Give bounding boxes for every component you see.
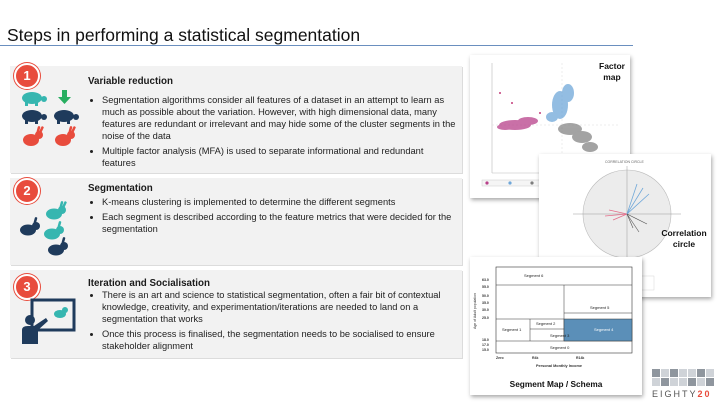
segment-map-chart <box>470 257 642 395</box>
y-tick: 50.0 <box>482 294 489 298</box>
segment-label: Segment 2 <box>536 321 556 326</box>
factor-map-label <box>596 61 628 83</box>
segment-x-axis-label: Personal Monthly Income <box>536 364 582 368</box>
segment-x-ticks <box>496 356 584 360</box>
correlation-circle-label <box>659 228 709 250</box>
company-logo <box>652 369 714 401</box>
y-tick: 17.0 <box>482 343 489 347</box>
segment-y-ticks <box>482 278 489 352</box>
cluster-grey <box>558 123 598 152</box>
segment-y-axis-label: Age of Adult population <box>473 292 477 329</box>
list-item: • There is an art and science to statistical segmentation, often a fair bit of contextual knowledge, creativity, and experimentation/iterations are needed to land on a segmentation that works <box>102 289 458 325</box>
title-divider <box>0 45 633 46</box>
correlation-label-line1: Correlation <box>661 228 707 238</box>
y-tick: 15.0 <box>482 348 489 352</box>
step-1-heading: Variable reduction <box>88 76 173 87</box>
rabbit-cluster-icon <box>16 200 82 256</box>
teal-turtle-icon <box>22 92 47 106</box>
list-item: • Each segment is described according to the feature metrics that were decided for the segmentation <box>102 211 458 235</box>
segment-map-card <box>470 257 642 395</box>
correlation-inner-title: CORRELATION CIRCLE <box>605 160 644 164</box>
teal-rabbit-icon <box>46 201 67 220</box>
segment-label: Segment 5 <box>590 305 610 310</box>
list-item: • Once this process is finalised, the segmentation needs to be socialised to ensure stakeholder alignment <box>102 328 458 352</box>
x-tick: R14k <box>576 356 585 360</box>
logo-wordmark <box>652 389 712 399</box>
step-2-bullets <box>88 196 458 238</box>
x-tick: R4k <box>532 356 539 360</box>
list-item: • K-means clustering is implemented to determine the different segments <box>102 196 458 208</box>
segment-label: Segment 6 <box>524 273 544 278</box>
step-1-bullets <box>88 94 458 172</box>
navy-turtle-icon <box>54 110 79 124</box>
y-tick: 18.0 <box>482 338 489 342</box>
turtle-rabbit-icon <box>16 88 86 150</box>
navy-turtle-icon <box>22 110 47 124</box>
step-3-badge: 3 <box>14 274 40 300</box>
teal-rabbit-icon <box>20 217 40 236</box>
correlation-label-line2: circle <box>672 239 696 249</box>
step-1-badge: 1 <box>14 63 40 89</box>
y-tick: 55.0 <box>482 285 489 289</box>
segment-label: Segment 4 <box>594 327 614 332</box>
step-3-panel <box>10 270 462 358</box>
logo-text-main: EIGHTY <box>652 389 698 399</box>
step-2-badge: 2 <box>14 178 40 204</box>
logo-text-accent: 20 <box>697 389 712 399</box>
y-tick: 25.0 <box>482 316 489 320</box>
red-rabbit-icon <box>55 126 76 146</box>
page-title: Steps in performing a statistical segmentation <box>7 25 361 45</box>
red-rabbit-icon <box>23 126 44 146</box>
y-tick: 35.0 <box>482 301 489 305</box>
logo-mark <box>652 369 714 387</box>
segment-label: Segment 0 <box>550 345 570 350</box>
segment-label: Segment 1 <box>502 327 522 332</box>
cluster-blue <box>546 84 574 122</box>
presentation-icon <box>22 298 76 344</box>
step-3-bullets <box>88 289 458 355</box>
list-item: • Segmentation algorithms consider all features of a dataset in an attempt to learn as much as possible about the variation. However, with high dimensional data, many features are redundant or irrelevant and may hide some of the cluster segments in the noise of the data <box>102 94 458 142</box>
step-3-heading: Iteration and Socialisation <box>88 278 210 289</box>
step-1-panel <box>10 66 462 173</box>
segment-map-label: Segment Map / Schema <box>509 379 603 389</box>
factor-map-label-line1: Factor <box>599 61 625 71</box>
down-arrow-icon <box>58 90 71 104</box>
outlier-points <box>499 92 541 114</box>
list-item: • Multiple factor analysis (MFA) is used to separate informational and redundant features <box>102 145 458 169</box>
y-tick: 63.0 <box>482 278 489 282</box>
cluster-magenta <box>497 117 538 130</box>
x-tick: Zero <box>496 356 504 360</box>
step-2-panel <box>10 178 462 265</box>
factor-map-label-line2: map <box>603 72 621 82</box>
navy-rabbit-icon <box>44 221 64 240</box>
step-2-heading: Segmentation <box>88 183 153 194</box>
y-tick: 30.0 <box>482 308 489 312</box>
segment-label: Segment 3 <box>550 333 570 338</box>
navy-rabbit-icon <box>48 237 68 256</box>
